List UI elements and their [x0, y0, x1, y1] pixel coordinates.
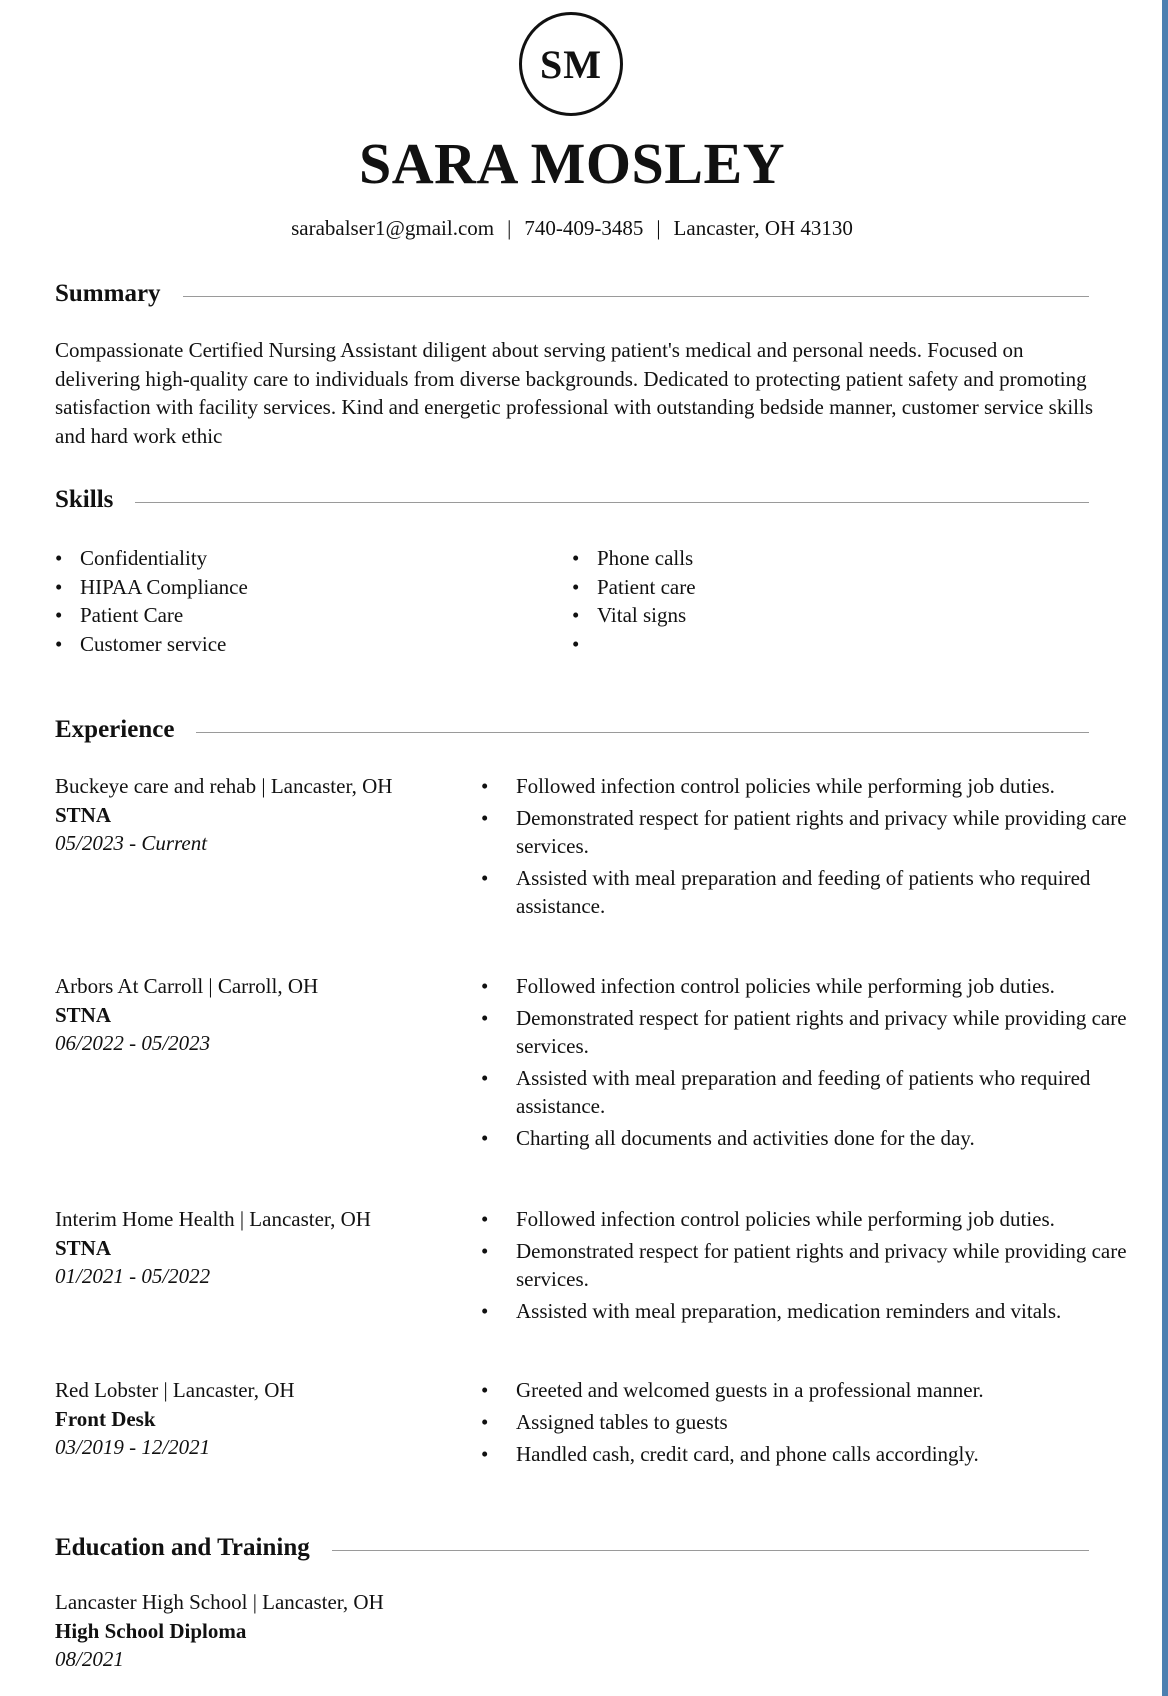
job-details [55, 1376, 475, 1462]
job-bullet: • Assisted with meal preparation and feeding of patients who required assistance. [481, 1064, 1131, 1120]
job-bullet: • Followed infection control policies while performing job duties. [481, 772, 1131, 800]
contact-email[interactable]: sarabalser1@gmail.com [291, 216, 495, 240]
job-details [55, 972, 475, 1058]
education-school: Lancaster High School | Lancaster, OH [55, 1590, 384, 1614]
skill-item: • HIPAA Compliance [55, 573, 248, 602]
job-dates: 03/2019 - 12/2021 [55, 1435, 211, 1459]
job-bullet: • Charting all documents and activities done for the day. [481, 1124, 1131, 1152]
job-dates: 05/2023 - Current [55, 831, 208, 855]
education-heading: Education and Training [55, 1534, 310, 1561]
job-dates: 06/2022 - 05/2023 [55, 1031, 211, 1055]
job-title: STNA [55, 1235, 112, 1260]
job-bullets [481, 972, 1131, 1156]
section-divider [135, 502, 1089, 503]
skills-list-left [55, 544, 248, 658]
contact-phone[interactable]: 740-409-3485 [524, 216, 644, 240]
education-section-header [55, 1532, 1089, 1564]
skill-item: • Patient care [572, 573, 696, 602]
skills-section-header [55, 484, 1089, 516]
job-bullet: • Followed infection control policies while performing job duties. [481, 1205, 1131, 1233]
job-bullet: • Assigned tables to guests [481, 1408, 1131, 1436]
education-date: 08/2021 [55, 1647, 124, 1671]
window-edge-bar [1162, 0, 1168, 1696]
summary-section-header [55, 278, 1089, 310]
candidate-name: SARA MOSLEY [358, 131, 786, 196]
summary-heading: Summary [55, 280, 161, 307]
job-title: STNA [55, 802, 112, 827]
experience-heading: Experience [55, 716, 175, 743]
skill-item: • Phone calls [572, 544, 696, 573]
education-degree: High School Diploma [55, 1618, 247, 1643]
job-bullet: • Assisted with meal preparation, medication reminders and vitals. [481, 1297, 1131, 1325]
monogram-text: SM [540, 41, 602, 87]
skill-item: • Customer service [55, 630, 248, 659]
skill-item: • Confidentiality [55, 544, 248, 573]
job-employer: Red Lobster | Lancaster, OH [55, 1378, 295, 1402]
contact-location: Lancaster, OH 43130 [673, 216, 853, 240]
job-bullet: • Demonstrated respect for patient rights and privacy while providing care services. [481, 1237, 1131, 1293]
contact-separator: | [656, 216, 661, 240]
job-bullet: • Demonstrated respect for patient rights and privacy while providing care services. [481, 1004, 1131, 1060]
experience-section-header [55, 714, 1089, 746]
job-dates: 01/2021 - 05/2022 [55, 1264, 211, 1288]
job-details [55, 1205, 475, 1291]
job-employer: Interim Home Health | Lancaster, OH [55, 1207, 371, 1231]
education-entry [55, 1588, 384, 1674]
job-bullet: • Greeted and welcomed guests in a professional manner. [481, 1376, 1131, 1404]
job-title: Front Desk [55, 1406, 156, 1431]
section-divider [196, 732, 1089, 733]
section-divider [332, 1550, 1089, 1551]
job-title: STNA [55, 1002, 112, 1027]
job-bullets [481, 1376, 1131, 1472]
skill-item [572, 630, 696, 659]
job-employer: Arbors At Carroll | Carroll, OH [55, 974, 319, 998]
section-divider [183, 296, 1089, 297]
job-employer: Buckeye care and rehab | Lancaster, OH [55, 774, 393, 798]
job-bullet: • Demonstrated respect for patient rights and privacy while providing care services. [481, 804, 1131, 860]
job-bullets [481, 772, 1131, 924]
skills-heading: Skills [55, 486, 114, 513]
monogram-badge [519, 12, 623, 116]
skill-item: • Patient Care [55, 601, 248, 630]
job-bullet: • Followed infection control policies while performing job duties. [481, 972, 1131, 1000]
contact-separator: | [507, 216, 512, 240]
job-bullets [481, 1205, 1131, 1329]
contact-line [0, 214, 1144, 242]
skills-list-right [572, 544, 696, 658]
job-details [55, 772, 475, 858]
skill-item: • Vital signs [572, 601, 696, 630]
summary-text: Compassionate Certified Nursing Assistant diligent about serving patient's medical and personal needs. Focused on delivering high-quality care to individuals from diverse backgrounds. Dedicated to protecting patient safety and promoting satisfaction with facility services. Kind and energetic professional with outstanding bedside manner, customer service skills and hard work ethic [55, 338, 1094, 448]
job-bullet: • Assisted with meal preparation and feeding of patients who required assistance. [481, 864, 1131, 920]
job-bullet: • Handled cash, credit card, and phone calls accordingly. [481, 1440, 1131, 1468]
